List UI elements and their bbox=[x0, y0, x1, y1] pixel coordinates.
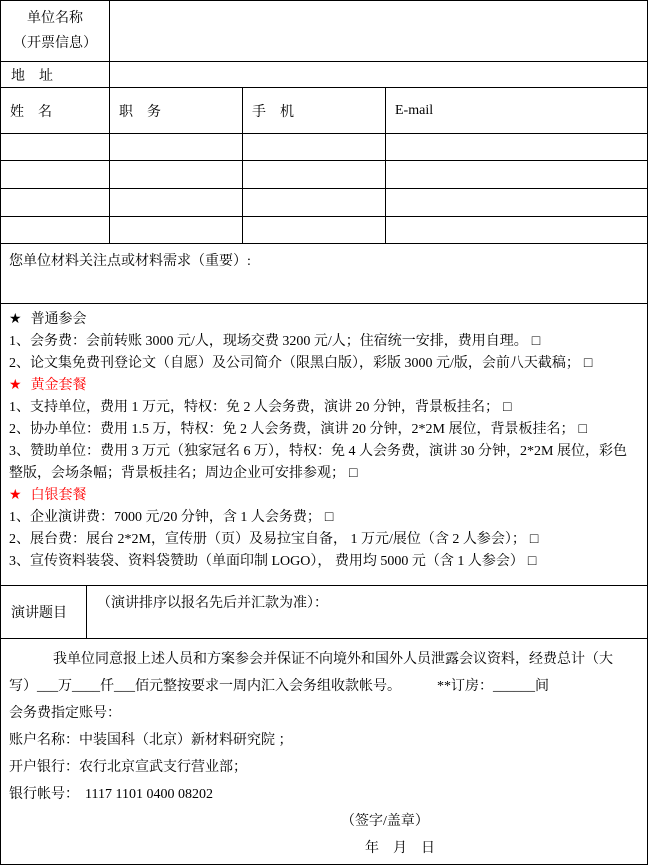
package-item-text: 1、支持单位，费用 1 万元，特权：免 2 人会务费，演讲 20 分钟，背景板挂名； bbox=[9, 400, 499, 415]
title-field[interactable] bbox=[110, 161, 243, 188]
mobile-field[interactable] bbox=[243, 161, 386, 188]
package-item-text: 1、企业演讲费：7000 元/20 分钟，含 1 人会务费； bbox=[9, 510, 321, 525]
account-number-label: 银行帐号： bbox=[9, 787, 79, 802]
company-name-field[interactable] bbox=[110, 1, 647, 61]
bank-value: 农行北京宣武支行营业部； bbox=[79, 760, 247, 775]
name-field[interactable] bbox=[1, 189, 110, 216]
signature-label: （签字/盖章） bbox=[341, 814, 429, 829]
name-field[interactable] bbox=[1, 134, 110, 160]
checkbox-icon[interactable]: □ bbox=[349, 466, 358, 481]
checkbox-icon[interactable]: □ bbox=[531, 334, 541, 349]
package-item bbox=[9, 507, 639, 529]
section-title-ordinary bbox=[9, 309, 639, 331]
company-name-label bbox=[1, 1, 110, 61]
account-number-line bbox=[9, 781, 639, 808]
email-field[interactable] bbox=[386, 161, 647, 188]
email-field[interactable] bbox=[386, 189, 647, 216]
booking-blank[interactable]: **订房：______间 bbox=[437, 679, 549, 694]
title-field[interactable] bbox=[110, 189, 243, 216]
contact-table-row bbox=[1, 134, 647, 161]
bank-label: 开户银行： bbox=[9, 760, 79, 775]
section-title-text: 白银套餐 bbox=[30, 488, 87, 503]
contact-table-row bbox=[1, 189, 647, 217]
name-column-header: 姓 名 bbox=[1, 88, 110, 133]
checkbox-icon[interactable]: □ bbox=[324, 510, 334, 525]
contact-table-row bbox=[1, 217, 647, 244]
package-item bbox=[9, 551, 639, 573]
date-label: 年 月 日 bbox=[365, 841, 435, 856]
mobile-field[interactable] bbox=[243, 217, 386, 243]
packages-row bbox=[1, 304, 647, 586]
star-icon: ★ bbox=[9, 378, 22, 393]
package-item-text: 2、展台费：展台 2*2M，宣传册（页）及易拉宝自备， 1 万元/展位（含 2 人参会）； bbox=[9, 532, 526, 547]
account-name-line bbox=[9, 727, 639, 754]
checkbox-icon[interactable]: □ bbox=[529, 532, 539, 547]
star-icon: ★ bbox=[9, 312, 22, 327]
checkbox-icon[interactable]: □ bbox=[503, 400, 512, 415]
package-item-text: 3、宣传资料装袋、资料袋赞助（单面印制 LOGO）， 费用均 5000 元（含 1 人参会） bbox=[9, 554, 524, 569]
package-item bbox=[9, 441, 639, 485]
mobile-field[interactable] bbox=[243, 189, 386, 216]
account-name-value: 中装国科（北京）新材料研究院 ； bbox=[79, 733, 293, 748]
invoice-info-label-line2: （开票信息） bbox=[13, 36, 97, 51]
speech-title-label: 演讲题目 bbox=[1, 586, 87, 638]
agreement-line1: 我单位同意报上述人员和方案参会并保证不向境外和国外人员泄露会议资料，经费总计（大 bbox=[53, 652, 613, 667]
section-title-text: 黄金套餐 bbox=[30, 378, 87, 393]
address-field[interactable] bbox=[110, 62, 647, 87]
materials-needs-field[interactable] bbox=[1, 244, 647, 303]
contact-header-row bbox=[1, 88, 647, 134]
package-item bbox=[9, 331, 639, 353]
contact-table-row bbox=[1, 161, 647, 189]
mobile-field[interactable] bbox=[243, 134, 386, 160]
email-field[interactable] bbox=[386, 217, 647, 243]
materials-needs-label: 您单位材料关注点或材料需求（重要）: bbox=[9, 254, 251, 269]
checkbox-icon[interactable]: □ bbox=[578, 422, 587, 437]
agreement-line2-text: 写）___万____仟___佰元整按要求一周内汇入会务组收款帐号。 bbox=[9, 679, 401, 694]
star-icon: ★ bbox=[9, 488, 22, 503]
account-name-label: 账户名称： bbox=[9, 733, 79, 748]
package-item-text: 3、赞助单位：费用 3 万元（独家冠名 6 万），特权：免 4 人会务费，演讲 30 分钟，2*2M 展位，彩色整版，会场条幅；背景板挂名；周边企业可安排参观； bbox=[9, 444, 627, 481]
agreement-line2 bbox=[9, 673, 639, 700]
checkbox-icon[interactable]: □ bbox=[583, 356, 593, 371]
package-item bbox=[9, 353, 639, 375]
title-field[interactable] bbox=[110, 217, 243, 243]
email-column-header: E-mail bbox=[395, 102, 434, 118]
mobile-column-header: 手 机 bbox=[243, 88, 386, 133]
address-label: 地 址 bbox=[1, 62, 110, 87]
package-item-text: 2、论文集免费刊登论文（自愿）及公司简介（限黑白版），彩版 3000 元/版，会前八天截稿； bbox=[9, 356, 580, 371]
title-field[interactable] bbox=[110, 134, 243, 160]
name-field[interactable] bbox=[1, 161, 110, 188]
package-item bbox=[9, 397, 639, 419]
address-row bbox=[1, 62, 647, 88]
checkbox-icon[interactable]: □ bbox=[527, 554, 537, 569]
name-field[interactable] bbox=[1, 217, 110, 243]
footer-row bbox=[1, 639, 647, 864]
packages-cell bbox=[1, 304, 647, 585]
footer-cell bbox=[1, 639, 647, 864]
section-title-silver bbox=[9, 485, 639, 507]
email-field[interactable] bbox=[386, 134, 647, 160]
speech-title-row bbox=[1, 586, 647, 639]
materials-needs-row bbox=[1, 244, 647, 304]
company-name-label-line1: 单位名称 bbox=[27, 11, 83, 26]
speech-title-field[interactable] bbox=[87, 586, 647, 638]
section-title-gold bbox=[9, 375, 639, 397]
bank-line bbox=[9, 754, 639, 781]
title-column-header: 职 务 bbox=[110, 88, 243, 133]
company-row bbox=[1, 1, 647, 62]
package-item bbox=[9, 529, 639, 551]
package-item bbox=[9, 419, 639, 441]
payment-title: 会务费指定账号： bbox=[9, 706, 121, 721]
section-title-text: 普通参会 bbox=[30, 312, 87, 327]
account-number-value: 1117 1101 0400 08202 bbox=[85, 787, 213, 802]
package-item-text: 1、会务费：会前转账 3000 元/人，现场交费 3200 元/人；住宿统一安排，费用自理。 bbox=[9, 334, 528, 349]
speech-order-note: （演讲排序以报名先后并汇款为准）： bbox=[97, 596, 328, 611]
package-item-text: 2、协办单位：费用 1.5 万，特权：免 2 人会务费，演讲 20 分钟，2*2M 展位，背景板挂名； bbox=[9, 422, 575, 437]
